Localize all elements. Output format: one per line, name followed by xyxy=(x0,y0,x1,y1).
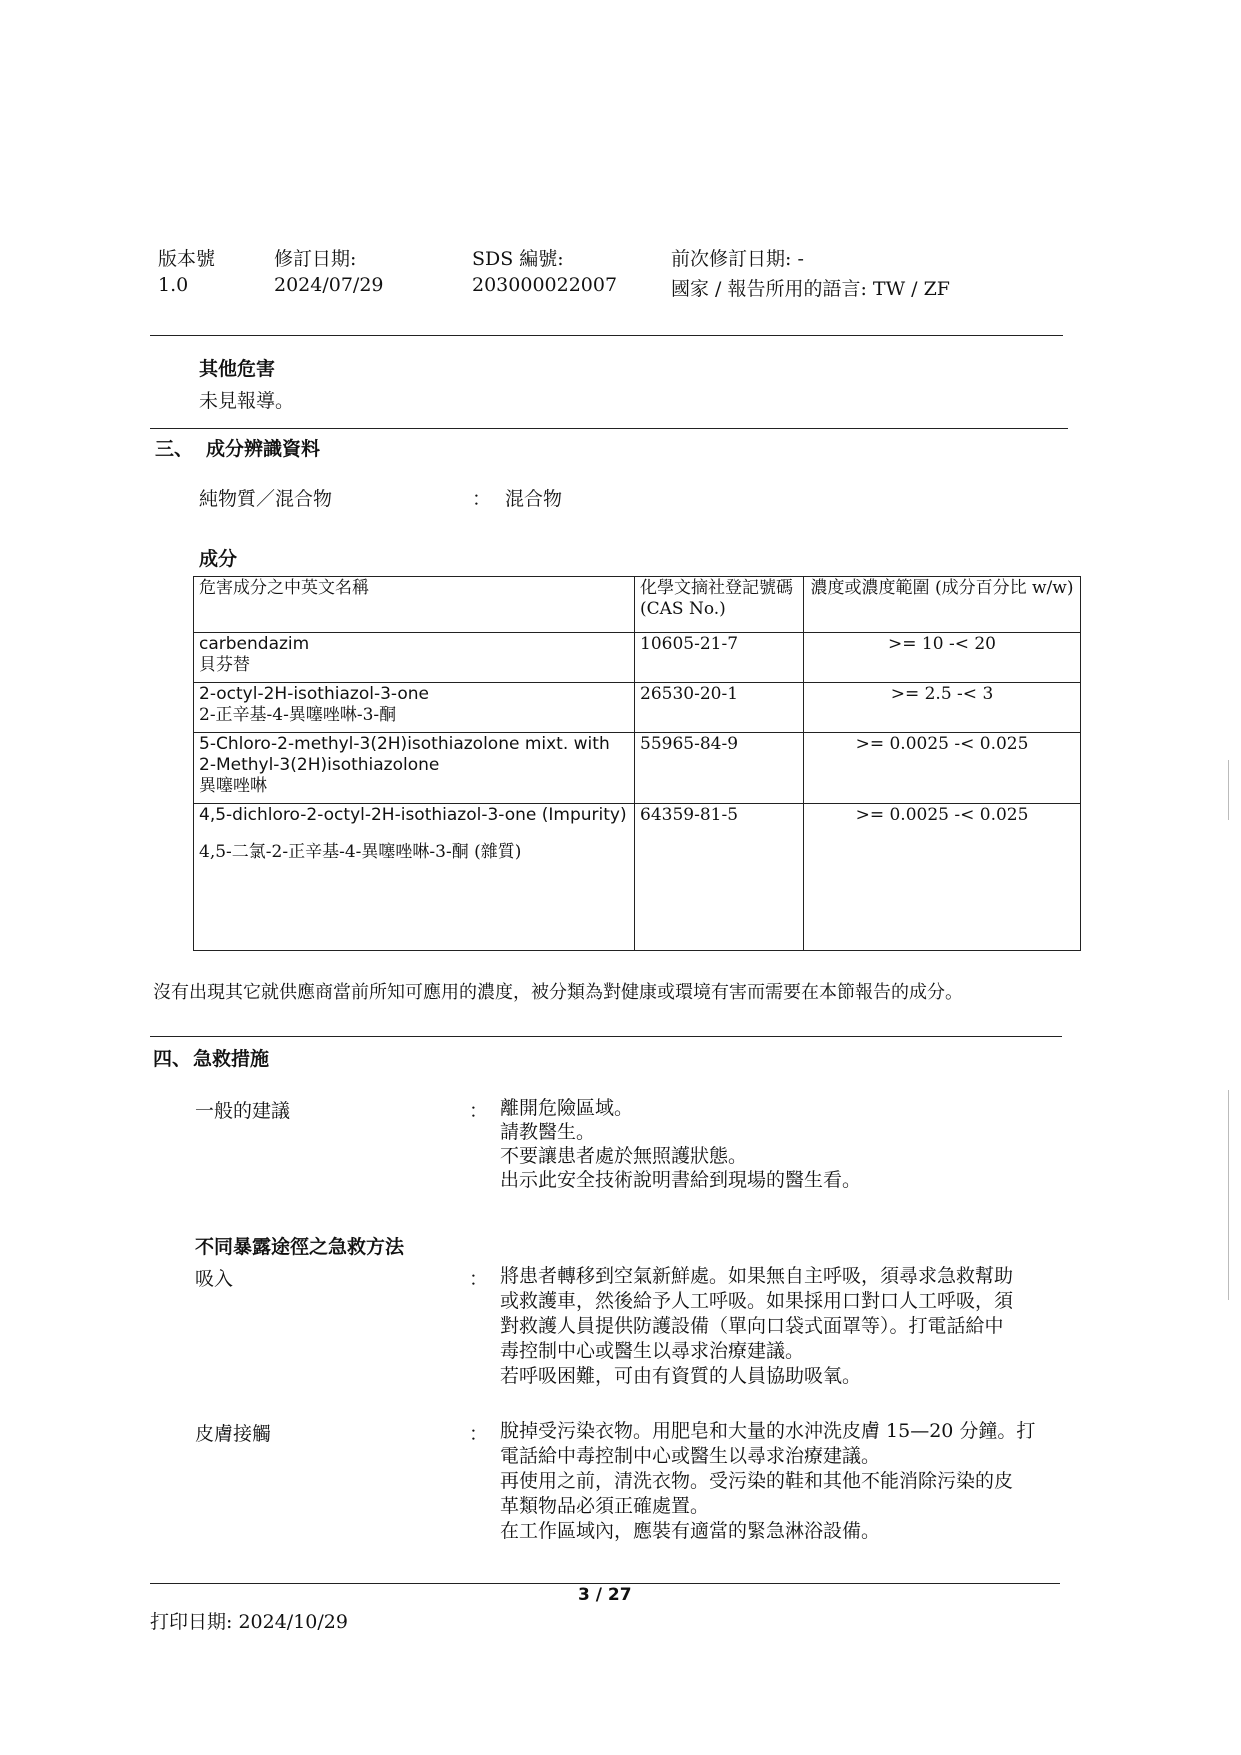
inhalation-text: 將患者轉移到空氣新鮮處。如果無自主呼吸，須尋求急救幫助 或救護車，然後給予人工呼吸。如果採用口對口人工呼吸，須 對救護人員提供防護設備（單向口袋式面罩等）。打電話給中 毒控制中心或醫生以尋求治療建議。 若呼吸困難，可由有資質的人員協助吸氧。 xyxy=(500,1265,1014,1387)
table-row xyxy=(194,733,1081,804)
inhalation-colon: ： xyxy=(469,1268,489,1290)
page-number: 3 / 27 xyxy=(578,1585,632,1605)
previous-revision-date: 前次修訂日期: - xyxy=(671,248,804,270)
substance-value: 混合物 xyxy=(505,488,563,510)
component-name-en: carbendazim xyxy=(199,634,310,654)
component-name-en: 2-octyl-2H-isothiazol-3-one xyxy=(199,684,429,704)
version-label: 版本號 xyxy=(158,248,216,270)
footer-divider xyxy=(150,1583,1060,1584)
skin-contact-label: 皮膚接觸 xyxy=(195,1423,272,1445)
component-name-zh: 2-正辛基-4-異噻唑啉-3-酮 xyxy=(199,705,397,725)
components-table xyxy=(193,576,1081,951)
general-advice-label: 一般的建議 xyxy=(195,1100,291,1122)
exposure-routes-title: 不同暴露途徑之急救方法 xyxy=(195,1236,405,1258)
revision-date-value: 2024/07/29 xyxy=(274,274,384,296)
component-concentration: >= 2.5 -< 3 xyxy=(804,683,1081,733)
country-language: 國家 / 報告所用的語言: TW / ZF xyxy=(671,278,950,300)
component-name-en: 5-Chloro-2-methyl-3(2H)isothiazolone mixt. with 2-Methyl-3(2H)isothiazolone xyxy=(199,734,610,775)
inhalation-label: 吸入 xyxy=(195,1268,234,1290)
section4-number: 四、 xyxy=(153,1048,192,1070)
header-divider xyxy=(150,335,1063,336)
other-hazards-text: 未見報導。 xyxy=(199,390,295,412)
table-row xyxy=(194,633,1081,683)
component-cas: 64359-81-5 xyxy=(635,804,804,951)
scan-edge-mark xyxy=(1228,1090,1229,1300)
general-advice-list xyxy=(500,1096,1060,1192)
general-advice-colon: ： xyxy=(469,1100,489,1122)
table-header-row xyxy=(194,577,1081,633)
revision-date-label: 修訂日期: xyxy=(274,248,357,270)
component-cas: 26530-20-1 xyxy=(635,683,804,733)
section4-divider xyxy=(150,1036,1062,1037)
section4-title: 急救措施 xyxy=(193,1048,270,1070)
other-hazards-title: 其他危害 xyxy=(199,358,276,380)
section3-title: 成分辨識資料 xyxy=(206,438,321,460)
section3-number: 三、 xyxy=(155,438,194,460)
header-cas: 化學文摘社登記號碼(CAS No.) xyxy=(635,577,804,633)
header-name: 危害成分之中英文名稱 xyxy=(194,577,635,633)
substance-colon: ： xyxy=(472,488,492,510)
sds-number-value: 203000022007 xyxy=(472,274,618,296)
sds-number-label: SDS 編號: xyxy=(472,248,564,270)
version-value: 1.0 xyxy=(158,274,189,296)
skin-contact-text: 脫掉受污染衣物。用肥皂和大量的水沖洗皮膚 15—20 分鐘。打 電話給中毒控制中心或醫生以尋求治療建議。 再使用之前，清洗衣物。受污染的鞋和其他不能消除污染的皮 革類物品必須正確處置。 在工作區域內，應裝有適當的緊急淋浴設備。 xyxy=(500,1420,1036,1542)
component-concentration: >= 0.0025 -< 0.025 xyxy=(804,733,1081,804)
component-name-zh: 貝芬替 xyxy=(199,655,250,675)
table-row xyxy=(194,683,1081,733)
list-item: 離開危險區域。 xyxy=(500,1097,634,1119)
component-name-zh: 4,5-二氯-2-正辛基-4-異噻唑啉-3-酮 (雜質) xyxy=(199,842,522,862)
print-date: 打印日期: 2024/10/29 xyxy=(150,1611,348,1633)
component-name-en: 4,5-dichloro-2-octyl-2H-isothiazol-3-one (Impurity) xyxy=(199,805,627,825)
list-item: 出示此安全技術說明書給到現場的醫生看。 xyxy=(500,1169,862,1191)
scan-edge-mark xyxy=(1228,760,1229,820)
components-note: 沒有出現其它就供應商當前所知可應用的濃度，被分類為對健康或環境有害而需要在本節報告的成分。 xyxy=(153,982,963,1003)
skin-contact-colon: ： xyxy=(469,1423,489,1445)
component-concentration: >= 10 -< 20 xyxy=(804,633,1081,683)
table-row xyxy=(194,804,1081,951)
component-cas: 55965-84-9 xyxy=(635,733,804,804)
substance-label: 純物質／混合物 xyxy=(199,488,333,510)
component-cas: 10605-21-7 xyxy=(635,633,804,683)
list-item: 請教醫生。 xyxy=(500,1121,596,1143)
components-title: 成分 xyxy=(199,548,238,570)
header-concentration: 濃度或濃度範圍 (成分百分比 w/w) xyxy=(804,577,1081,633)
list-item: 不要讓患者處於無照護狀態。 xyxy=(500,1145,748,1167)
component-name-zh: 異噻唑啉 xyxy=(199,776,267,796)
section3-divider xyxy=(150,428,1068,429)
component-concentration: >= 0.0025 -< 0.025 xyxy=(804,804,1081,951)
